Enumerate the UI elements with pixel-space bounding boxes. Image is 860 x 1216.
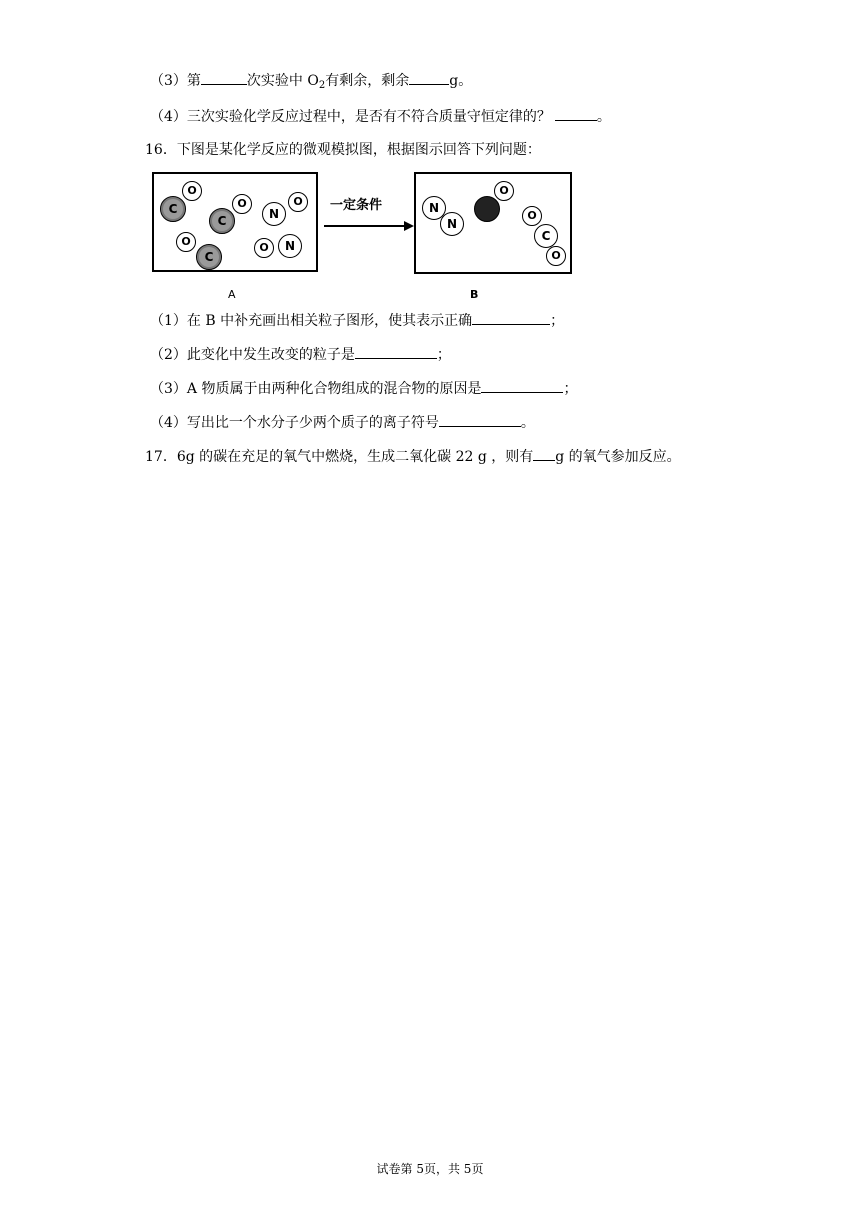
oxygen-atom: O	[182, 181, 202, 201]
panel-b-box	[414, 172, 572, 274]
nitrogen-atom: N	[422, 196, 446, 220]
panel-a-box	[152, 172, 318, 272]
carbon-atom: C	[160, 196, 186, 222]
q16-stem: 16．下图是某化学反应的微观模拟图，根据图示回答下列问题：	[145, 142, 541, 158]
reaction-arrow-icon	[324, 220, 414, 232]
answer-blank[interactable]	[472, 310, 550, 325]
answer-blank[interactable]	[481, 378, 563, 393]
answer-blank[interactable]	[533, 446, 555, 461]
q15-part4: （4）三次实验化学反应过程中，是否有不符合质量守恒定律的？ 。	[150, 106, 611, 127]
nitrogen-atom: N	[440, 212, 464, 236]
carbon-atom: C	[209, 208, 235, 234]
answer-blank[interactable]	[201, 70, 247, 85]
nitrogen-atom: N	[262, 202, 286, 226]
answer-blank[interactable]	[439, 412, 521, 427]
carbon-atom: C	[196, 244, 222, 270]
reaction-diagram	[148, 168, 578, 308]
oxygen-atom: O	[232, 194, 252, 214]
page-footer: 试卷第 5页，共 5页	[376, 1162, 484, 1176]
q15-part3: （3）第 次实验中 $O_2$有剩余，剩余 g。	[150, 70, 472, 96]
answer-blank[interactable]	[355, 344, 437, 359]
nitrogen-atom: N	[278, 234, 302, 258]
oxygen-atom: O	[254, 238, 274, 258]
carbon-atom-dark	[474, 196, 500, 222]
reaction-condition-label: 一定条件	[330, 198, 383, 213]
carbon-atom: C	[534, 224, 558, 248]
q16-part4: （4）写出比一个水分子少两个质子的离子符号 。	[150, 412, 535, 433]
oxygen-atom: O	[288, 192, 308, 212]
q16-part2: （2）此变化中发生改变的粒子是 ；	[150, 344, 451, 365]
panel-b-label: B	[470, 288, 479, 301]
q16-part1: （1）在 B 中补充画出相关粒子图形，使其表示正确 ；	[150, 310, 564, 331]
oxygen-atom: O	[176, 232, 196, 252]
q17: 17．6g 的碳在充足的氧气中燃烧，生成二氧化碳 22 g ，则有 g 的氧气参加反应。	[145, 446, 681, 467]
oxygen-atom: O	[522, 206, 542, 226]
oxygen-atom: O	[546, 246, 566, 266]
oxygen-atom: O	[494, 181, 514, 201]
answer-blank[interactable]	[555, 106, 597, 121]
panel-a-label: A	[228, 288, 236, 301]
answer-blank[interactable]	[409, 70, 449, 85]
q16-part3: （3）A 物质属于由两种化合物组成的混合物的原因是 ；	[150, 378, 577, 399]
